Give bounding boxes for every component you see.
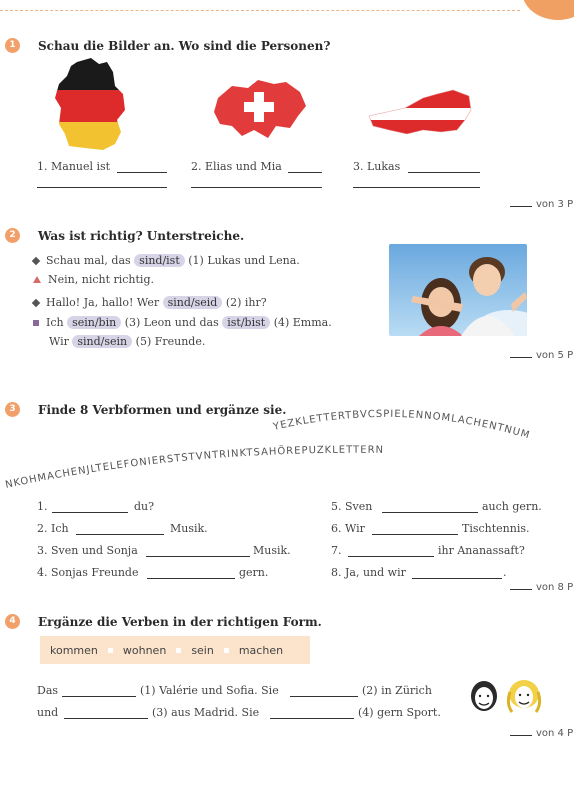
dialog-line-5 [49, 335, 205, 348]
task4-line2-b: (3) aus Madrid. Sie [152, 706, 260, 719]
task3-blank-1[interactable] [52, 512, 128, 513]
corner-decoration [522, 0, 574, 20]
task3-left-2b: Musik. [170, 522, 208, 535]
svg-text:YEZKLETTERTBVCSPIELENNOMLACHEN [271, 409, 531, 442]
task3-blank-4[interactable] [147, 578, 235, 579]
task-number-1: 1 [5, 38, 20, 53]
task3-blank-7[interactable] [348, 556, 434, 557]
task4-blank-2[interactable] [290, 696, 358, 697]
choice-pill-5[interactable]: sind/sein [72, 335, 132, 348]
dialog-text: (1) Lukas und Lena. [188, 254, 300, 267]
task1-item-1: 1. Manuel ist [37, 160, 111, 173]
austria-flag-map [365, 86, 475, 142]
task3-left-4b: gern. [239, 566, 269, 579]
task1-blank-2a[interactable] [288, 172, 322, 173]
task4-line1-a: Das [37, 684, 59, 697]
dialog-line-4 [33, 316, 332, 329]
task3-right-6a: 6. Wir [331, 522, 365, 535]
task4-line2-c: (4) gern Sport. [358, 706, 441, 719]
task1-item-2: 2. Elias und Mia [191, 160, 282, 173]
task3-right-7a: 7. [331, 544, 342, 557]
task3-left-3a: 3. Sven und Sonja [37, 544, 138, 557]
task3-left-1b: du? [134, 500, 155, 513]
svg-text:NKOHMACHENJLTELEFONIERSTSTVNTR [4, 444, 384, 491]
task3-right-8b: . [503, 566, 507, 579]
task3-left-3b: Musik. [253, 544, 291, 557]
task4-line2-a: und [37, 706, 59, 719]
task-title-3: Finde 8 Verbformen und ergänze sie. [38, 403, 287, 417]
separator-square-icon [224, 648, 229, 653]
task1-score: von 3 P [510, 199, 573, 210]
task3-blank-6[interactable] [372, 534, 458, 535]
task1-blank-3a[interactable] [408, 172, 480, 173]
two-faces-drawing [466, 676, 548, 716]
task4-blank-3[interactable] [64, 718, 148, 719]
task1-blank-3b[interactable] [353, 187, 480, 188]
dialog-text: Nein, nicht richtig. [48, 273, 154, 286]
task1-blank-1a[interactable] [117, 172, 167, 173]
dialog-text: Schau mal, das [46, 254, 131, 267]
task-number-4: 4 [5, 614, 20, 629]
top-dashed-border [0, 10, 520, 11]
task-number-3: 3 [5, 402, 20, 417]
triangle-bullet-icon [33, 276, 41, 283]
task1-item-3: 3. Lukas [353, 160, 401, 173]
word-bank-item: kommen [50, 643, 98, 657]
choice-pill-3[interactable]: sein/bin [67, 316, 121, 329]
switzerland-flag-map [210, 76, 310, 142]
dialog-text: (3) Leon und das [124, 316, 219, 329]
dialog-text: Wir [49, 335, 69, 348]
task-title-1: Schau die Bilder an. Wo sind die Personen? [38, 39, 331, 53]
choice-pill-2[interactable]: sind/seid [163, 296, 223, 309]
task3-blank-2[interactable] [76, 534, 164, 535]
dialog-text: Ich [46, 316, 64, 329]
word-bank-item: machen [238, 643, 284, 657]
dialog-line-3 [33, 296, 267, 309]
task4-score: von 4 P [510, 728, 573, 739]
task3-right-5b: auch gern. [482, 500, 542, 513]
task1-blank-1b[interactable] [37, 187, 167, 188]
separator-square-icon [108, 648, 113, 653]
kids-photo [389, 244, 527, 336]
dialog-text: (4) Emma. [273, 316, 332, 329]
separator-square-icon [176, 648, 181, 653]
task3-right-5a: 5. Sven [331, 500, 373, 513]
task3-blank-3[interactable] [146, 556, 250, 557]
task3-left-1a: 1. [37, 500, 48, 513]
choice-pill-1[interactable]: sind/ist [134, 254, 185, 267]
dialog-line-2 [33, 273, 154, 286]
task3-left-4a: 4. Sonjas Freunde [37, 566, 139, 579]
word-bank-item: sein [191, 643, 214, 657]
word-snake-bottom-text: NKOHMACHENJLTELEFONIERSTSTVNTRINKTSAHÖREPUZKLETTERN [4, 444, 385, 491]
dialog-text: Hallo! Ja, hallo! Wer [46, 296, 160, 309]
word-bank [40, 636, 310, 664]
task3-blank-5[interactable] [382, 512, 478, 513]
task-number-2: 2 [5, 228, 20, 243]
dialog-text: (2) ihr? [225, 296, 267, 309]
task3-right-7b: ihr Ananassaft? [438, 544, 525, 557]
task-title-2: Was ist richtig? Unterstreiche. [38, 229, 245, 243]
task2-score: von 5 P [510, 350, 573, 361]
task4-blank-1[interactable] [62, 696, 136, 697]
dialog-text: (5) Freunde. [135, 335, 206, 348]
diamond-bullet-icon [32, 257, 40, 265]
word-bank-item: wohnen [122, 643, 167, 657]
task3-right-8a: 8. Ja, und wir [331, 566, 406, 579]
task3-blank-8[interactable] [412, 578, 502, 579]
task1-blank-2b[interactable] [191, 187, 322, 188]
task4-line1-c: (2) in Zürich [362, 684, 432, 697]
task3-right-6b: Tischtennis. [462, 522, 530, 535]
square-bullet-icon [33, 320, 39, 326]
task3-left-2a: 2. Ich [37, 522, 69, 535]
task4-blank-4[interactable] [270, 718, 354, 719]
task3-score: von 8 P [510, 582, 573, 593]
word-snake-top-text: YEZKLETTERTBVCSPIELENNOMLACHENTNUM [272, 408, 532, 442]
task-title-4: Ergänze die Verben in der richtigen Form. [38, 615, 322, 629]
germany-flag-map [55, 58, 127, 154]
word-snake-bottom [0, 440, 440, 500]
task4-line1-b: (1) Valérie und Sofia. Sie [140, 684, 279, 697]
dialog-line-1 [33, 254, 300, 267]
diamond-bullet-icon [32, 299, 40, 307]
choice-pill-4[interactable]: ist/bist [222, 316, 270, 329]
